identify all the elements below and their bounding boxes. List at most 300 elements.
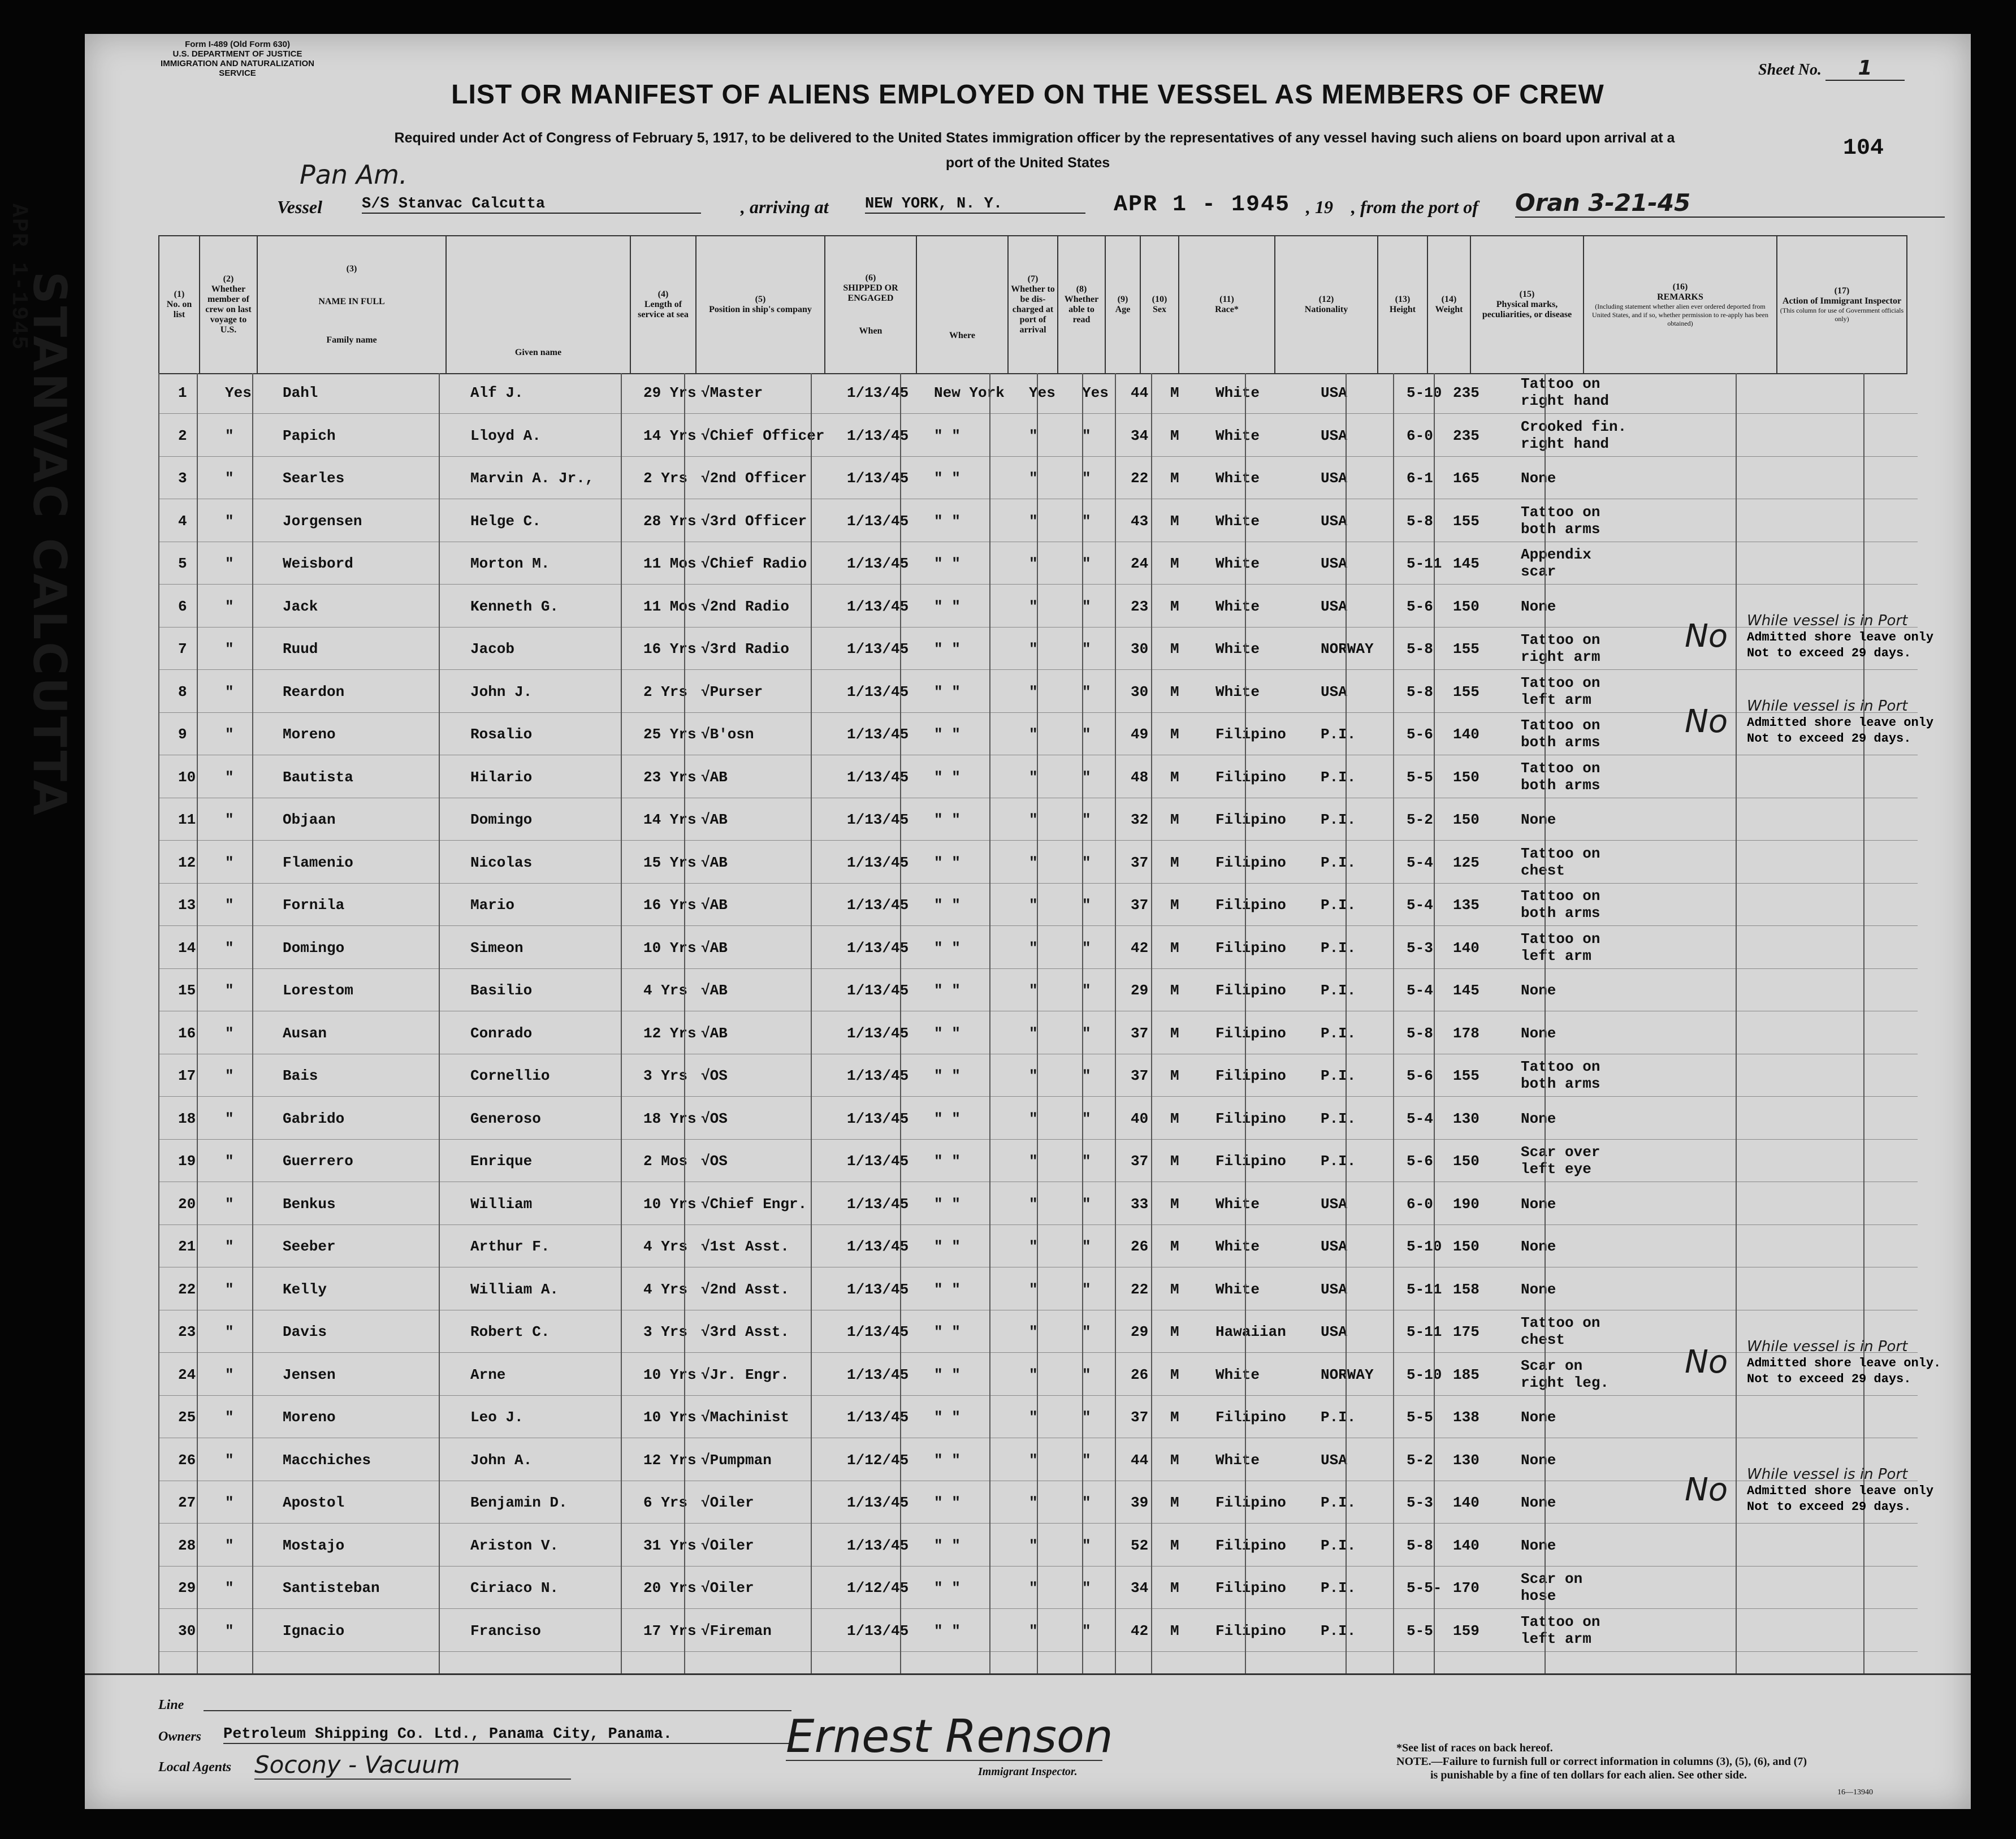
remark-typed-1: Admitted shore leave only bbox=[1747, 716, 1934, 730]
cell-sex: M bbox=[1170, 1323, 1179, 1340]
cell-where: " " bbox=[934, 1537, 961, 1554]
cell-disch: " bbox=[1029, 1153, 1038, 1170]
cell-age: 40 bbox=[1131, 1110, 1149, 1127]
cell-race: Filipino bbox=[1215, 1153, 1286, 1170]
cell-family: Apostol bbox=[283, 1494, 345, 1511]
cell-member: " bbox=[225, 641, 234, 657]
cell-height: 5-5- bbox=[1407, 1580, 1442, 1596]
cell-height: 5-6 bbox=[1407, 598, 1433, 615]
table-row bbox=[85, 458, 1971, 499]
cell-read: " bbox=[1082, 1280, 1091, 1298]
header-given-name: Given name bbox=[446, 236, 630, 374]
cell-height: 5-8 bbox=[1407, 641, 1433, 657]
cell-disch: " bbox=[1029, 1238, 1038, 1255]
cell-race: White bbox=[1215, 470, 1260, 487]
cell-no: 22 bbox=[178, 1280, 196, 1298]
cell-position: √3rd Asst. bbox=[701, 1323, 790, 1340]
cell-service: 14 Yrs bbox=[643, 811, 696, 828]
physical-line-1: None bbox=[1521, 1494, 1556, 1511]
cell-no: 17 bbox=[178, 1067, 196, 1084]
cell-physical bbox=[1521, 931, 1600, 964]
cell-age: 26 bbox=[1131, 1238, 1149, 1255]
row-rule bbox=[158, 456, 1918, 457]
inspector-signature: Ernest Renson bbox=[786, 1710, 1113, 1763]
cell-where: " " bbox=[934, 1024, 961, 1042]
cell-when: 1/13/45 bbox=[847, 1323, 909, 1340]
cell-given: Ariston V. bbox=[470, 1537, 559, 1554]
cell-height: 5-4 bbox=[1407, 1110, 1433, 1127]
cell-disch: " bbox=[1029, 641, 1038, 657]
row-rule bbox=[158, 413, 1918, 414]
cell-nat: USA bbox=[1321, 1323, 1347, 1340]
header-where: Where bbox=[916, 236, 1008, 374]
row-rule bbox=[158, 1523, 1918, 1524]
cell-service: 6 Yrs bbox=[643, 1494, 688, 1511]
cell-disch: " bbox=[1029, 1622, 1038, 1639]
header-action: (17) Action of Immigrant Inspector (This column for use of Government officials only) bbox=[1777, 236, 1907, 374]
column-rule bbox=[1346, 373, 1347, 1673]
remark-typed-2: Not to exceed 29 days. bbox=[1747, 1371, 1911, 1386]
table-row bbox=[85, 800, 1971, 841]
cell-given: Nicolas bbox=[470, 854, 533, 871]
cell-physical bbox=[1521, 760, 1600, 794]
cell-race: Filipino bbox=[1215, 897, 1286, 914]
header-physical: (15) Physical marks, peculiarities, or disease bbox=[1470, 236, 1584, 374]
cell-sex: M bbox=[1170, 1195, 1179, 1213]
line-label: Line bbox=[158, 1698, 184, 1712]
header-sex: (10) Sex bbox=[1140, 236, 1179, 374]
cell-nat: P.I. bbox=[1321, 1622, 1356, 1639]
cell-nat: USA bbox=[1321, 683, 1347, 700]
cell-weight: 155 bbox=[1453, 641, 1479, 657]
cell-family: Bautista bbox=[283, 768, 353, 786]
cell-family: Benkus bbox=[283, 1195, 336, 1213]
physical-line-1: None bbox=[1521, 1280, 1556, 1298]
physical-line-2: left arm bbox=[1521, 947, 1591, 964]
cell-sex: M bbox=[1170, 598, 1179, 615]
cell-read: Yes bbox=[1082, 384, 1109, 401]
cell-member: " bbox=[225, 1580, 234, 1596]
cell-read: " bbox=[1082, 1580, 1091, 1596]
cell-member: " bbox=[225, 726, 234, 743]
cell-age: 44 bbox=[1131, 384, 1149, 401]
cell-member: " bbox=[225, 811, 234, 828]
vessel-line bbox=[277, 189, 1950, 220]
column-rule bbox=[197, 373, 198, 1673]
cell-read: " bbox=[1082, 897, 1091, 914]
cell-service: 16 Yrs bbox=[643, 897, 696, 914]
cell-position: √1st Asst. bbox=[701, 1238, 790, 1255]
cell-family: Flamenio bbox=[283, 854, 353, 871]
cell-when: 1/13/45 bbox=[847, 641, 909, 657]
cell-given: Ciriaco N. bbox=[470, 1580, 559, 1596]
cell-position: √OS bbox=[701, 1110, 728, 1127]
column-rule bbox=[439, 373, 440, 1673]
cell-weight: 155 bbox=[1453, 1067, 1479, 1084]
cell-age: 33 bbox=[1131, 1195, 1149, 1213]
cell-race: Filipino bbox=[1215, 982, 1286, 999]
form-number: Form I-489 (Old Form 630) bbox=[185, 40, 290, 49]
cell-member: " bbox=[225, 1537, 234, 1554]
cell-height: 5-8 bbox=[1407, 683, 1433, 700]
cell-family: Reardon bbox=[283, 683, 345, 700]
cell-weight: 235 bbox=[1453, 384, 1479, 401]
column-rule bbox=[811, 373, 812, 1673]
table-row bbox=[85, 1397, 1971, 1438]
table-row bbox=[85, 501, 1971, 542]
cell-disch: " bbox=[1029, 1280, 1038, 1298]
column-rule bbox=[1151, 373, 1152, 1673]
table-row bbox=[85, 1056, 1971, 1097]
table-row bbox=[85, 1014, 1971, 1054]
column-rule bbox=[684, 373, 685, 1673]
cell-given: Arthur F. bbox=[470, 1238, 550, 1255]
physical-line-1: Tattoo on bbox=[1521, 1058, 1600, 1075]
cell-no: 26 bbox=[178, 1451, 196, 1469]
cell-service: 2 Yrs bbox=[643, 683, 688, 700]
side-vessel-name: STANVAC CALCUTTA bbox=[23, 271, 76, 817]
physical-line-1: Tattoo on bbox=[1521, 888, 1600, 905]
cell-nat: P.I. bbox=[1321, 811, 1356, 828]
cell-sex: M bbox=[1170, 1238, 1179, 1255]
cell-read: " bbox=[1082, 641, 1091, 657]
cell-race: Filipino bbox=[1215, 854, 1286, 871]
remark-handwritten: While vessel is in Port bbox=[1747, 1338, 1908, 1355]
cell-position: √Jr. Engr. bbox=[701, 1366, 790, 1383]
cell-race: Filipino bbox=[1215, 939, 1286, 957]
cell-sex: M bbox=[1170, 1409, 1179, 1426]
cell-sex: M bbox=[1170, 982, 1179, 999]
column-rule bbox=[158, 373, 159, 1673]
cell-sex: M bbox=[1170, 1280, 1179, 1298]
cell-read: " bbox=[1082, 1238, 1091, 1255]
table-row bbox=[85, 1270, 1971, 1310]
cell-service: 17 Yrs bbox=[643, 1622, 696, 1639]
cell-nat: USA bbox=[1321, 1238, 1347, 1255]
cell-weight: 150 bbox=[1453, 1153, 1479, 1170]
cell-service: 2 Mos bbox=[643, 1153, 688, 1170]
cell-no: 14 bbox=[178, 939, 196, 957]
cell-disch: " bbox=[1029, 854, 1038, 871]
cell-family: Jack bbox=[283, 598, 318, 615]
remark-note bbox=[1685, 1466, 1967, 1528]
cell-family: Objaan bbox=[283, 811, 336, 828]
cell-nat: P.I. bbox=[1321, 982, 1356, 999]
cell-where: " " bbox=[934, 854, 961, 871]
vessel-name: S/S Stanvac Calcutta bbox=[362, 196, 701, 214]
cell-when: 1/13/45 bbox=[847, 982, 909, 999]
cell-no: 21 bbox=[178, 1238, 196, 1255]
cell-read: " bbox=[1082, 854, 1091, 871]
row-rule bbox=[158, 840, 1918, 841]
cell-member: " bbox=[225, 1280, 234, 1298]
cell-given: Jacob bbox=[470, 641, 515, 657]
cell-nat: USA bbox=[1321, 470, 1347, 487]
cell-where: " " bbox=[934, 555, 961, 572]
owners-value: Petroleum Shipping Co. Ltd., Panama City, Panama. bbox=[223, 1726, 789, 1744]
cell-position: √2nd Officer bbox=[701, 470, 807, 487]
physical-line-1: None bbox=[1521, 598, 1556, 615]
cell-position: √2nd Asst. bbox=[701, 1280, 790, 1298]
cell-height: 5-11 bbox=[1407, 1323, 1442, 1340]
cell-race: White bbox=[1215, 1451, 1260, 1469]
cell-where: " " bbox=[934, 1580, 961, 1596]
cell-age: 22 bbox=[1131, 470, 1149, 487]
cell-family: Guerrero bbox=[283, 1153, 353, 1170]
physical-line-1: Tattoo on bbox=[1521, 631, 1600, 648]
cell-no: 28 bbox=[178, 1537, 196, 1554]
cell-where: " " bbox=[934, 470, 961, 487]
arriving-label: , arriving at bbox=[741, 197, 829, 217]
year-label: , 19 bbox=[1306, 197, 1333, 217]
cell-height: 5-10 bbox=[1407, 1366, 1442, 1383]
cell-member: " bbox=[225, 1110, 234, 1127]
cell-age: 30 bbox=[1131, 641, 1149, 657]
cell-weight: 150 bbox=[1453, 1238, 1479, 1255]
cell-disch: " bbox=[1029, 427, 1038, 444]
cell-weight: 145 bbox=[1453, 555, 1479, 572]
cell-sex: M bbox=[1170, 470, 1179, 487]
cell-member: " bbox=[225, 598, 234, 615]
physical-line-1: Scar over bbox=[1521, 1144, 1600, 1161]
cell-physical bbox=[1521, 982, 1556, 999]
cell-physical bbox=[1521, 375, 1609, 409]
cell-member: " bbox=[225, 1366, 234, 1383]
cell-weight: 235 bbox=[1453, 427, 1479, 444]
cell-position: √Pumpman bbox=[701, 1451, 772, 1469]
cell-service: 11 Mos bbox=[643, 555, 696, 572]
cell-position: √Oiler bbox=[701, 1580, 754, 1596]
cell-race: White bbox=[1215, 683, 1260, 700]
cell-read: " bbox=[1082, 1537, 1091, 1554]
cell-service: 2 Yrs bbox=[643, 470, 688, 487]
cell-race: White bbox=[1215, 512, 1260, 530]
cell-where: " " bbox=[934, 512, 961, 530]
cell-member: " bbox=[225, 427, 234, 444]
cell-sex: M bbox=[1170, 1494, 1179, 1511]
cell-service: 10 Yrs bbox=[643, 1195, 696, 1213]
column-rule bbox=[1037, 373, 1038, 1673]
cell-given: Alf J. bbox=[470, 384, 524, 401]
cell-age: 39 bbox=[1131, 1494, 1149, 1511]
cell-age: 23 bbox=[1131, 598, 1149, 615]
cell-sex: M bbox=[1170, 768, 1179, 786]
cell-physical bbox=[1521, 504, 1600, 538]
cell-age: 34 bbox=[1131, 427, 1149, 444]
cell-sex: M bbox=[1170, 897, 1179, 914]
page-title: LIST OR MANIFEST OF ALIENS EMPLOYED ON THE VESSEL AS MEMBERS OF CREW bbox=[451, 80, 1604, 110]
cell-position: √3rd Radio bbox=[701, 641, 790, 657]
cell-position: √Fireman bbox=[701, 1622, 772, 1639]
cell-family: Gabrido bbox=[283, 1110, 345, 1127]
cell-physical bbox=[1521, 1613, 1600, 1647]
cell-service: 10 Yrs bbox=[643, 939, 696, 957]
cell-where: " " bbox=[934, 1366, 961, 1383]
cell-service: 14 Yrs bbox=[643, 427, 696, 444]
cell-where: " " bbox=[934, 811, 961, 828]
cell-height: 5-5 bbox=[1407, 1409, 1433, 1426]
cell-race: Hawaiian bbox=[1215, 1323, 1286, 1340]
cell-where: " " bbox=[934, 768, 961, 786]
airline-note: Pan Am. bbox=[300, 159, 408, 190]
cell-physical bbox=[1521, 1452, 1556, 1469]
form-id bbox=[153, 40, 322, 78]
cell-given: Morton M. bbox=[470, 555, 550, 572]
cell-when: 1/13/45 bbox=[847, 1409, 909, 1426]
cell-member: " bbox=[225, 683, 234, 700]
arriving-port: NEW YORK, N. Y. bbox=[865, 196, 1085, 214]
cell-position: √Oiler bbox=[701, 1537, 754, 1554]
cell-read: " bbox=[1082, 555, 1091, 572]
cell-when: 1/13/45 bbox=[847, 1024, 909, 1042]
cell-nat: USA bbox=[1321, 384, 1347, 401]
cell-position: √AB bbox=[701, 1024, 728, 1042]
cell-height: 5-8 bbox=[1407, 512, 1433, 530]
cell-service: 23 Yrs bbox=[643, 768, 696, 786]
physical-line-2: both arms bbox=[1521, 1075, 1600, 1092]
cell-given: Helge C. bbox=[470, 512, 541, 530]
service-name: IMMIGRATION AND NATURALIZATION SERVICE bbox=[161, 59, 314, 78]
header-length-service: (4) Length of service at sea bbox=[630, 236, 696, 374]
cell-given: Simeon bbox=[470, 939, 524, 957]
cell-nat: P.I. bbox=[1321, 939, 1356, 957]
cell-no: 13 bbox=[178, 897, 196, 914]
cell-weight: 155 bbox=[1453, 683, 1479, 700]
header-member: (2) Whether member of crew on last voyage to U.S. bbox=[200, 236, 257, 374]
cell-disch: " bbox=[1029, 1494, 1038, 1511]
physical-line-1: Tattoo on bbox=[1521, 674, 1600, 691]
cell-height: 5-5 bbox=[1407, 768, 1433, 786]
physical-line-1: None bbox=[1521, 811, 1556, 828]
cell-race: Filipino bbox=[1215, 1409, 1286, 1426]
physical-line-1: Tattoo on bbox=[1521, 1613, 1600, 1630]
cell-race: White bbox=[1215, 555, 1260, 572]
cell-sex: M bbox=[1170, 1024, 1179, 1042]
header-remarks: (16) REMARKS (Including statement whether alien ever ordered deported from United States, and if so, whether permission to re-apply has been obtained) bbox=[1584, 236, 1777, 374]
cell-given: Generoso bbox=[470, 1110, 541, 1127]
cell-nat: P.I. bbox=[1321, 1024, 1356, 1042]
cell-when: 1/13/45 bbox=[847, 598, 909, 615]
column-rule bbox=[989, 373, 990, 1673]
cell-where: " " bbox=[934, 1280, 961, 1298]
cell-position: √AB bbox=[701, 897, 728, 914]
cell-race: White bbox=[1215, 1280, 1260, 1298]
cell-position: √2nd Radio bbox=[701, 598, 790, 615]
cell-physical bbox=[1521, 845, 1600, 879]
cell-nat: P.I. bbox=[1321, 1153, 1356, 1170]
cell-read: " bbox=[1082, 768, 1091, 786]
cell-where: " " bbox=[934, 641, 961, 657]
cell-age: 48 bbox=[1131, 768, 1149, 786]
department: U.S. DEPARTMENT OF JUSTICE bbox=[172, 49, 302, 59]
cell-position: √B'osn bbox=[701, 726, 754, 743]
cell-no: 3 bbox=[178, 470, 187, 487]
cell-weight: 145 bbox=[1453, 982, 1479, 999]
cell-disch: " bbox=[1029, 1195, 1038, 1213]
physical-line-1: Crooked fin. bbox=[1521, 418, 1627, 435]
cell-read: " bbox=[1082, 598, 1091, 615]
line-rule bbox=[204, 1710, 791, 1711]
cell-member: " bbox=[225, 470, 234, 487]
cell-physical bbox=[1521, 470, 1556, 487]
cell-service: 20 Yrs bbox=[643, 1580, 696, 1596]
table-row bbox=[85, 1526, 1971, 1567]
cell-disch: " bbox=[1029, 555, 1038, 572]
cell-nat: P.I. bbox=[1321, 1494, 1356, 1511]
footer bbox=[85, 1673, 1971, 1811]
cell-family: Santisteban bbox=[283, 1580, 380, 1596]
cell-given: Lloyd A. bbox=[470, 427, 541, 444]
physical-line-1: None bbox=[1521, 982, 1556, 999]
physical-line-1: Tattoo on bbox=[1521, 375, 1600, 392]
cell-nat: USA bbox=[1321, 598, 1347, 615]
cell-disch: " bbox=[1029, 1110, 1038, 1127]
cell-age: 37 bbox=[1131, 1153, 1149, 1170]
header-weight: (14) Weight bbox=[1427, 236, 1470, 374]
physical-line-1: Tattoo on bbox=[1521, 503, 1600, 521]
cell-age: 30 bbox=[1131, 683, 1149, 700]
cell-where: " " bbox=[934, 726, 961, 743]
cell-member: " bbox=[225, 854, 234, 871]
cell-race: Filipino bbox=[1215, 1622, 1286, 1639]
cell-given: Enrique bbox=[470, 1153, 533, 1170]
from-port-label: , from the port of bbox=[1351, 197, 1478, 217]
cell-when: 1/13/45 bbox=[847, 1280, 909, 1298]
table-row bbox=[85, 1611, 1971, 1652]
cell-where: " " bbox=[934, 1067, 961, 1084]
cell-sex: M bbox=[1170, 811, 1179, 828]
cell-height: 5-2 bbox=[1407, 1451, 1433, 1469]
cell-disch: " bbox=[1029, 939, 1038, 957]
cell-where: " " bbox=[934, 1494, 961, 1511]
cell-family: Ignacio bbox=[283, 1622, 345, 1639]
physical-line-2: left arm bbox=[1521, 691, 1591, 708]
cell-position: √AB bbox=[701, 811, 728, 828]
remark-no: No bbox=[1685, 1472, 1728, 1508]
header-height: (13) Height bbox=[1378, 236, 1427, 374]
owners-label: Owners bbox=[158, 1729, 202, 1744]
cell-given: Domingo bbox=[470, 811, 533, 828]
table-row bbox=[85, 843, 1971, 884]
cell-physical bbox=[1521, 418, 1626, 452]
cell-family: Mostajo bbox=[283, 1537, 345, 1554]
cell-sex: M bbox=[1170, 555, 1179, 572]
cell-service: 12 Yrs bbox=[643, 1451, 696, 1469]
row-rule bbox=[158, 1651, 1918, 1652]
cell-given: Benjamin D. bbox=[470, 1494, 568, 1511]
physical-line-2: both arms bbox=[1521, 905, 1600, 921]
cell-member: " bbox=[225, 1153, 234, 1170]
cell-service: 16 Yrs bbox=[643, 641, 696, 657]
row-rule bbox=[158, 883, 1918, 884]
cell-when: 1/13/45 bbox=[847, 768, 909, 786]
cell-physical bbox=[1521, 674, 1600, 708]
column-headers bbox=[158, 235, 1907, 374]
physical-line-1: None bbox=[1521, 1110, 1556, 1127]
from-port: Oran 3-21-45 bbox=[1515, 189, 1945, 218]
cell-no: 19 bbox=[178, 1153, 196, 1170]
cell-read: " bbox=[1082, 1323, 1091, 1340]
table-row bbox=[85, 1141, 1971, 1182]
agents-value: Socony - Vacuum bbox=[254, 1751, 571, 1780]
physical-line-2: both arms bbox=[1521, 734, 1600, 751]
column-rule bbox=[1082, 373, 1083, 1673]
remark-handwritten: While vessel is in Port bbox=[1747, 698, 1908, 715]
cell-given: Mario bbox=[470, 897, 515, 914]
cell-disch: " bbox=[1029, 470, 1038, 487]
physical-line-2: left eye bbox=[1521, 1161, 1591, 1178]
cell-physical bbox=[1521, 1537, 1556, 1554]
